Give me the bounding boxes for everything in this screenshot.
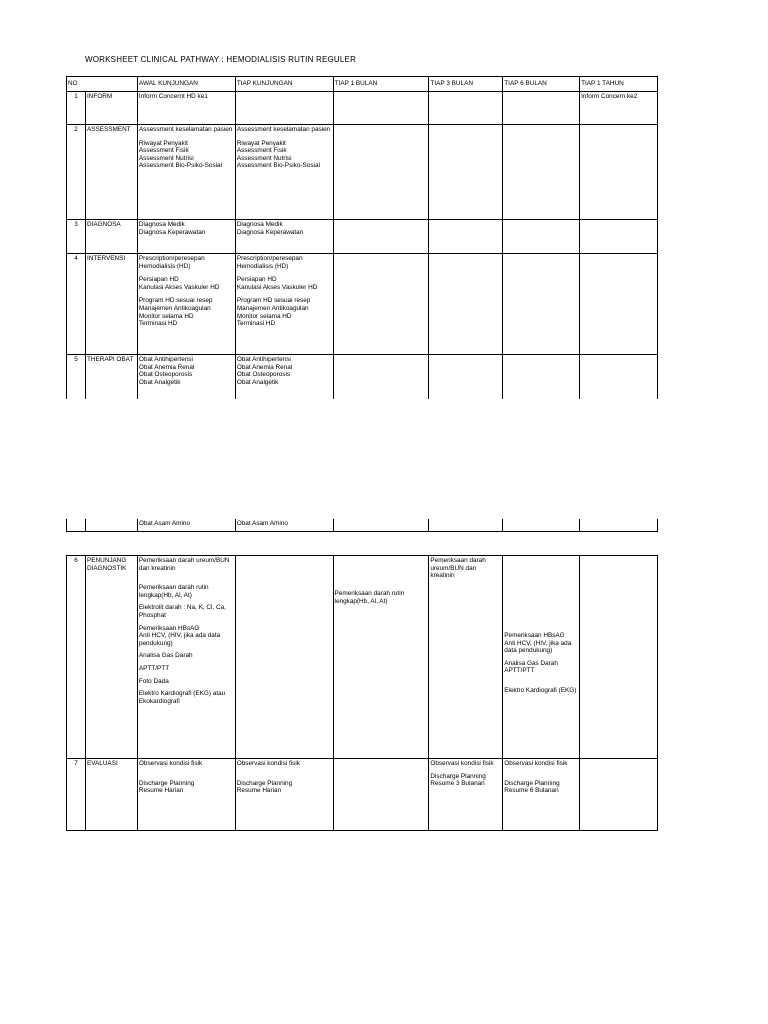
row-number: 7 xyxy=(67,759,86,831)
row-label: PENUNJANG DIAGNOSTIK xyxy=(85,556,137,759)
cell-1-tahun: Inform Concern ke2 xyxy=(580,92,658,125)
row-number: 4 xyxy=(67,254,86,355)
table-continuation xyxy=(66,519,658,532)
table-row xyxy=(67,254,658,355)
clinical-pathway-table-part2 xyxy=(66,555,658,831)
row-number: 6 xyxy=(67,556,86,759)
header-3-bulan: TIAP 3 BULAN xyxy=(429,77,503,92)
cell-1-bulan: Pemeriksaan darah rutin lengkap(Hb, Al, At) xyxy=(333,556,429,759)
table-row xyxy=(67,759,658,831)
row-label: ASSESSMENT xyxy=(85,125,137,220)
table-row xyxy=(67,556,658,759)
header-tiap: TIAP KUNJUNGAN xyxy=(235,77,333,92)
table-header-row xyxy=(67,77,658,92)
row-number: 3 xyxy=(67,220,86,254)
cell-6-bulan: Observasi kondisi fisik Discharge Planning Resume 6 Bulanan xyxy=(503,759,580,831)
header-6-bulan: TIAP 6 BULAN xyxy=(503,77,580,92)
table-row xyxy=(67,220,658,254)
cell-awal: Diagnosa Medik Diagnosa Keperawatan xyxy=(137,220,235,254)
row-number: 1 xyxy=(67,92,86,125)
cell-awal: Observasi kondisi fisik Discharge Planning Resume Harian xyxy=(137,759,235,831)
table-row xyxy=(67,519,658,531)
table-row xyxy=(67,355,658,399)
cell-tiap: Prescription/peresepan Hemodialisis (HD) Persiapan HD Kanulasi Akses Vaskuler HD Program HD sesuai resep Manajemen Antikoagulan Monitor selama HD Terminasi HD xyxy=(235,254,333,355)
cell-awal: Obat Asam Amino xyxy=(137,519,235,531)
cell-awal: Obat Antihipertensi Obat Anemia Renal Obat Osteoporosis Obat Analgetik xyxy=(137,355,235,399)
cell-tiap: Assessment keselamatan pasien Riwayat Penyakit Assessment Fisik Assessment Nutrisi Assessment Bio-Psiko-Sosial xyxy=(235,125,333,220)
header-1-tahun: TIAP 1 TAHUN xyxy=(580,77,658,92)
table-row xyxy=(67,92,658,125)
row-label: DIAGNOSA xyxy=(85,220,137,254)
cell-awal: Prescription/peresepan Hemodialisis (HD) Persiapan HD Kanulasi Akses Vaskuler HD Program HD sesuai resep Manajemen Antikoagulan Monitor selama HD Terminasi HD xyxy=(137,254,235,355)
cell-6-bulan: Pemeriksaan HBsAG Anti HCV, (HIV, jika ada data pendukung) Analisa Gas Darah APTT/PTT Elektro Kardiografi (EKG) xyxy=(503,556,580,759)
cell-tiap: Obat Antihipertensi Obat Anemia Renal Obat Osteoporosis Obat Analgetik xyxy=(235,355,333,399)
header-no: NO xyxy=(67,77,138,92)
cell-3-bulan: Observasi kondisi fisik Discharge Planning Resume 3 Bulanan xyxy=(429,759,503,831)
row-label: THERAPI OBAT xyxy=(85,355,137,399)
row-number: 2 xyxy=(67,125,86,220)
row-number: 5 xyxy=(67,355,86,399)
cell-tiap: Observasi kondisi fisik Discharge Planning Resume Harian xyxy=(235,759,333,831)
row-label: INFORM xyxy=(85,92,137,125)
cell-3-bulan: Pemeriksaan darah ureum/BUN dan kreatinin xyxy=(429,556,503,759)
header-1-bulan: TIAP 1 BULAN xyxy=(333,77,429,92)
cell-awal: Assessment keselamatan pasien Riwayat Penyakit Assessment Fisik Assessment Nutrisi Assessment Bio-Psiko-Sosial xyxy=(137,125,235,220)
clinical-pathway-table xyxy=(66,76,658,399)
table-row xyxy=(67,125,658,220)
cell-awal: Inform Concernt HD ke1 xyxy=(137,92,235,125)
row-label: EVALUASI xyxy=(85,759,137,831)
cell-awal: Pemeriksaan darah ureum/BUN dan kreatinin Pemeriksaan darah rutin lengkap(Hb, Al, At) Elektrolit darah : Na, K, Cl, Ca, Phosphat Pemeriksaan HBsAG Anti HCV, (HIV, jika ada data pendukung) Analisa Gas Darah APTT/PTT Foto Dada Elektro Kardiografi (EKG) atau Ekokardiografi xyxy=(137,556,235,759)
cell-tiap: Obat Asam Amino xyxy=(235,519,333,531)
cell-tiap: Diagnosa Medik Diagnosa Keperawatan xyxy=(235,220,333,254)
row-label: INTERVENSI xyxy=(85,254,137,355)
page-title: WORKSHEET CLINICAL PATHWAY : HEMODIALISIS RUTIN REGULER xyxy=(85,55,357,64)
header-awal: AWAL KUNJUNGAN xyxy=(137,77,235,92)
